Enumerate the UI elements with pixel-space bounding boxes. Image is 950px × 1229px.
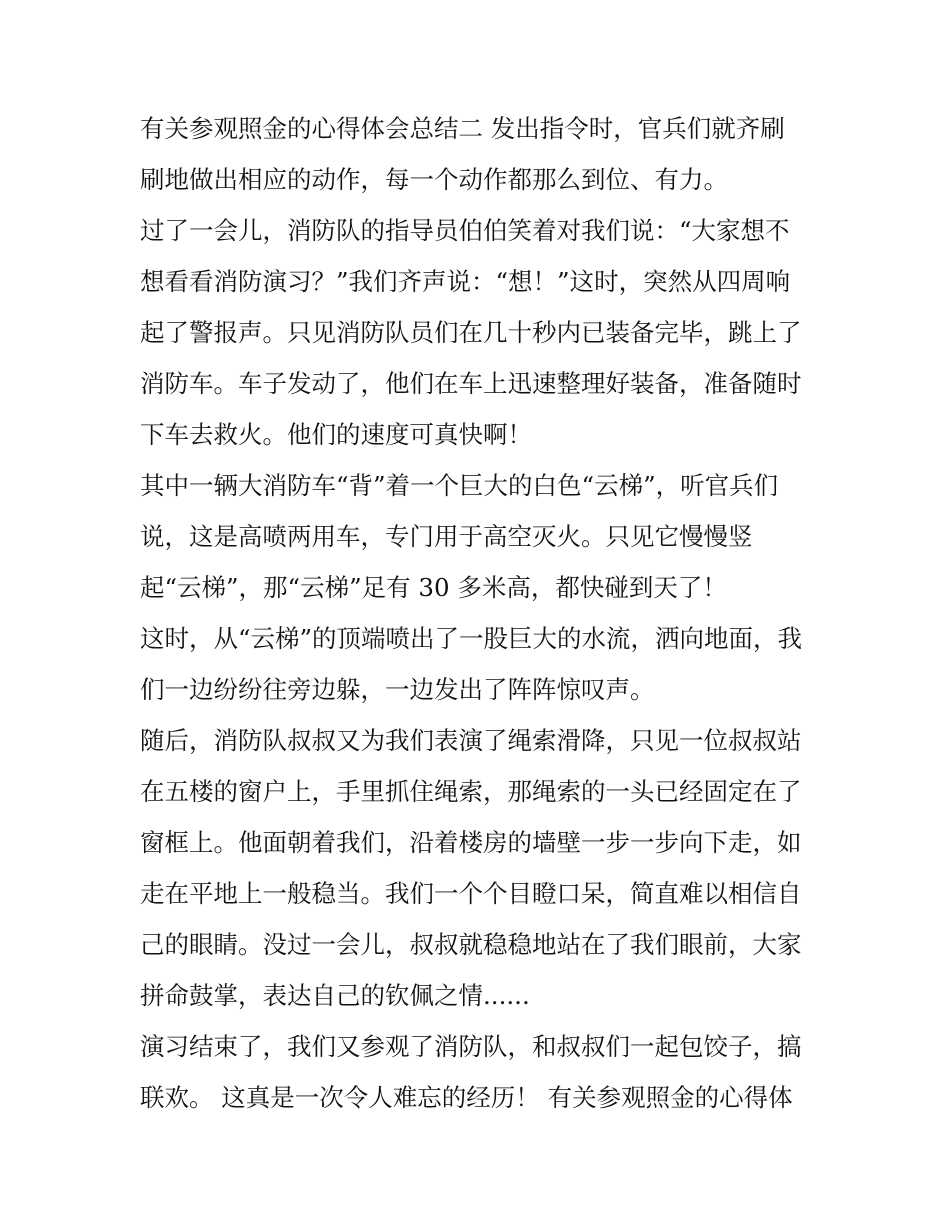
text-line: 己的眼睛。没过一会儿，叔叔就稳稳地站在了我们眼前，大家 [140, 930, 802, 959]
text-line: 这时，从“云梯”的顶端喷出了一股巨大的水流，洒向地面，我 [140, 624, 803, 653]
text-line: 窗框上。他面朝着我们，沿着楼房的墙壁一步一步向下走，如 [140, 828, 802, 857]
text-line: 们一边纷纷往旁边躲，一边发出了阵阵惊叹声。 [140, 675, 655, 704]
text-line: 其中一辆大消防车“背”着一个巨大的白色“云梯”，听官兵们 [140, 471, 779, 500]
text-line: 起“云梯”，那“云梯”足有 30 多米高，都快碰到天了！ [140, 573, 727, 602]
text-line: 消防车。车子发动了，他们在车上迅速整理好装备，准备随时 [140, 369, 802, 398]
text-line: 下车去救火。他们的速度可真快啊！ [140, 420, 532, 449]
text-line: 在五楼的窗户上，手里抓住绳索，那绳索的一头已经固定在了 [140, 777, 802, 806]
text-line: 说，这是高喷两用车，专门用于高空灭火。只见它慢慢竖 [140, 522, 753, 551]
text-line: 走在平地上一般稳当。我们一个个目瞪口呆，简直难以相信自 [140, 879, 802, 908]
text-line: 联欢。 这真是一次令人难忘的经历！ 有关参观照金的心得体 [140, 1083, 793, 1112]
text-line: 有关参观照金的心得体会总结二 发出指令时，官兵们就齐刷 [140, 114, 785, 143]
text-line: 想看看消防演习？”我们齐声说：“想！”这时，突然从四周响 [140, 267, 791, 296]
text-line: 刷地做出相应的动作，每一个动作都那么到位、有力。 [140, 165, 728, 194]
text-line: 随后，消防队叔叔又为我们表演了绳索滑降，只见一位叔叔站 [140, 726, 802, 755]
text-line: 过了一会儿，消防队的指导员伯伯笑着对我们说：“大家想不 [140, 216, 790, 245]
text-line: 拼命鼓掌，表达自己的钦佩之情...... [140, 981, 530, 1010]
text-line: 起了警报声。只见消防队员们在几十秒内已装备完毕，跳上了 [140, 318, 802, 347]
text-line: 演习结束了，我们又参观了消防队，和叔叔们一起包饺子，搞 [140, 1032, 802, 1061]
